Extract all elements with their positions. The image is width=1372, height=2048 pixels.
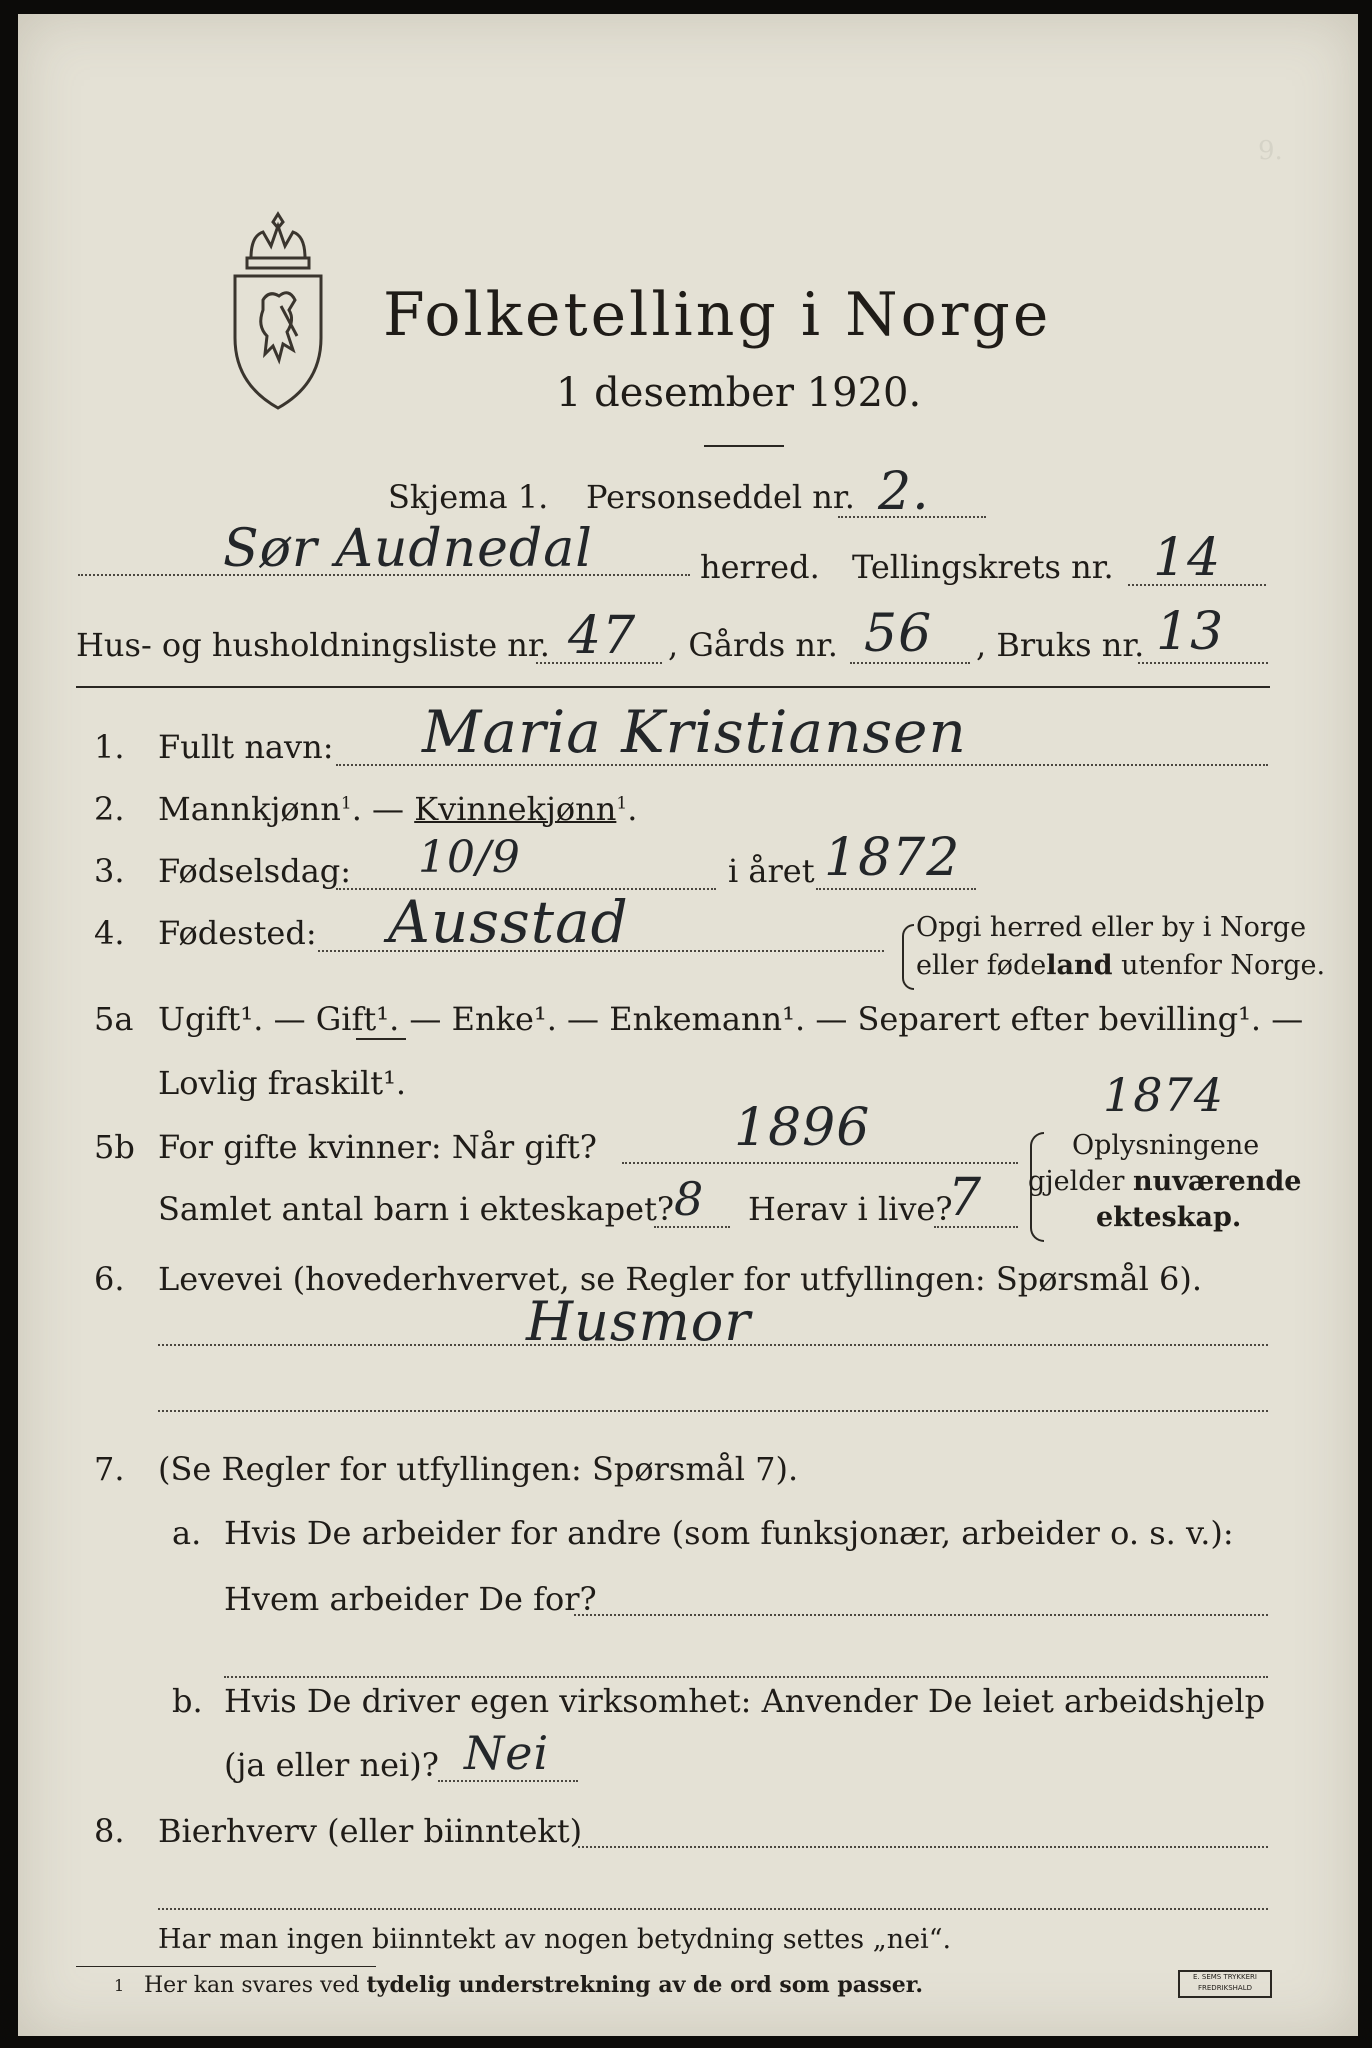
q4-note-bold: land: [1046, 950, 1113, 981]
q6-number: 6.: [94, 1260, 125, 1298]
q4-note-line-1: Opgi herred eller by i Norge: [916, 912, 1307, 943]
q7-number: 7.: [94, 1450, 125, 1488]
q7b-line-2: (ja eller nei)?: [224, 1746, 439, 1784]
bruks-label: , Bruks nr.: [976, 626, 1145, 664]
coat-of-arms-icon: [223, 210, 333, 420]
q7b-line-1: Hvis De driver egen virksomhet: Anvender De leiet arbeidshjelp: [224, 1682, 1266, 1720]
q5b-children-line: [654, 1226, 730, 1228]
q5b-alive-value[interactable]: 7: [948, 1168, 983, 1228]
q5a-number: 5a: [94, 1000, 134, 1038]
personseddel-value[interactable]: 2.: [878, 462, 930, 522]
q2-end: .: [627, 790, 638, 828]
q7a-line-1: Hvis De arbeider for andre (som funksjonær, arbeider o. s. v.):: [224, 1514, 1234, 1552]
q5b-married-line: [622, 1162, 1018, 1164]
q8-number: 8.: [94, 1812, 125, 1850]
q5b-number: 5b: [94, 1128, 135, 1166]
q3-number: 3.: [94, 852, 125, 890]
q3-year-value[interactable]: 1872: [824, 828, 961, 888]
q3-year-line: [816, 888, 976, 890]
q2-number: 2.: [94, 790, 125, 828]
footnote-text-bold: tydelig understrekning av de ord som passer.: [366, 1972, 924, 1998]
bleed-through-text: 9.: [1258, 136, 1283, 166]
q4-note-end: utenfor Norge.: [1112, 950, 1326, 981]
q2-separator: . —: [351, 790, 415, 828]
bruks-line: [1138, 662, 1268, 664]
q7-label: (Se Regler for utfyllingen: Spørsmål 7).: [158, 1450, 799, 1488]
q2-option-mannkjonn[interactable]: Mannkjønn: [158, 790, 341, 828]
tellingskrets-value[interactable]: 14: [1153, 528, 1222, 588]
hus-value[interactable]: 47: [568, 606, 637, 666]
q4-number: 4.: [94, 914, 125, 952]
q5b-children-value[interactable]: 8: [674, 1172, 705, 1226]
skjema-label: Skjema 1.: [388, 478, 549, 516]
footnote-mark: 1: [114, 1976, 125, 1995]
q7a-line-2: Hvem arbeider De for?: [224, 1580, 597, 1618]
tellingskrets-label: Tellingskrets nr.: [852, 548, 1114, 586]
q5b-note-bold: nuværende: [1133, 1166, 1302, 1197]
footnote-text-plain: Her kan svares ved: [144, 1973, 367, 1998]
q8-line-1[interactable]: [578, 1846, 1268, 1848]
q4-birthplace-value[interactable]: Ausstad: [388, 888, 629, 956]
q5b-children-label: Samlet antal barn i ekteskapet?: [158, 1190, 675, 1228]
q1-full-name-value[interactable]: Maria Kristiansen: [422, 698, 967, 766]
q6-label: Levevei (hovederhvervet, se Regler for utfyllingen: Spørsmål 6).: [158, 1260, 1203, 1298]
q3-year-label: i året: [728, 852, 815, 890]
q3-birthday-value[interactable]: 10/9: [418, 832, 521, 883]
q5b-note-text: gjelder: [1028, 1166, 1134, 1197]
q6-occupation-value[interactable]: Husmor: [526, 1290, 752, 1353]
personseddel-label: Personseddel nr.: [586, 478, 855, 516]
q7b-line: [438, 1780, 578, 1782]
header-rule: [76, 686, 1270, 688]
q5b-note-line-1: Oplysningene: [1072, 1130, 1260, 1161]
q5a-options-line-2[interactable]: Lovlig fraskilt¹.: [158, 1064, 407, 1102]
footnote-rule: [76, 1966, 376, 1967]
footnote-text: [144, 1972, 923, 1998]
q7a-line-extra: [224, 1676, 1268, 1678]
printer-stamp: E. SEMS TRYKKERI FREDRIKSHALD: [1178, 1970, 1272, 1998]
q2-options: Mannkjønn$^1$. — Kvinnekjønn$^1$.: [158, 790, 638, 828]
q8-line-2: [158, 1908, 1268, 1910]
herred-label: herred.: [700, 548, 820, 586]
q5b-alive-label: Herav i live?: [748, 1190, 953, 1228]
q7a-letter: a.: [172, 1514, 202, 1552]
census-date: 1 desember 1920.: [556, 370, 922, 416]
q5b-margin-year: 1874: [1103, 1068, 1225, 1122]
gards-label: , Gårds nr.: [668, 626, 838, 664]
hus-label: Hus- og husholdningsliste nr.: [76, 626, 550, 664]
gards-value[interactable]: 56: [864, 604, 933, 664]
gift-underline: [356, 1038, 406, 1040]
q4-note-brace: [902, 924, 914, 990]
q5a-options-line-1[interactable]: Ugift¹. — Gift¹. — Enke¹. — Enkemann¹. — Separert efter bevilling¹. —: [158, 1000, 1304, 1038]
q3-label: Fødselsdag:: [158, 852, 352, 890]
herred-value[interactable]: Sør Audnedal: [223, 519, 593, 579]
q7b-value[interactable]: Nei: [464, 1726, 550, 1780]
q4-label: Fødested:: [158, 914, 317, 952]
q5b-married-value[interactable]: 1896: [734, 1098, 871, 1158]
bruks-value[interactable]: 13: [1156, 602, 1225, 662]
q5b-note-line-3: ekteskap.: [1096, 1202, 1242, 1233]
q4-note-line-2: [916, 950, 1325, 981]
title-divider: [704, 445, 784, 447]
q1-number: 1.: [94, 728, 125, 766]
q5b-married-label: For gifte kvinner: Når gift?: [158, 1128, 597, 1166]
q2-option-kvinnekjonn[interactable]: Kvinnekjønn: [414, 790, 617, 828]
census-form-sheet: [18, 14, 1358, 2036]
q1-label: Fullt navn:: [158, 728, 334, 766]
q6-line-2: [158, 1410, 1268, 1412]
q4-note-text: eller føde: [916, 950, 1047, 981]
q8-label: Bierhverv (eller biinntekt): [158, 1812, 583, 1850]
q7b-letter: b.: [172, 1682, 203, 1720]
q5b-note-line-2: [1028, 1166, 1302, 1197]
q8-note: Har man ingen biinntekt av nogen betydning settes „nei“.: [158, 1924, 952, 1955]
q7a-employer-line[interactable]: [574, 1614, 1268, 1616]
page-title: Folketelling i Norge: [383, 280, 1052, 350]
